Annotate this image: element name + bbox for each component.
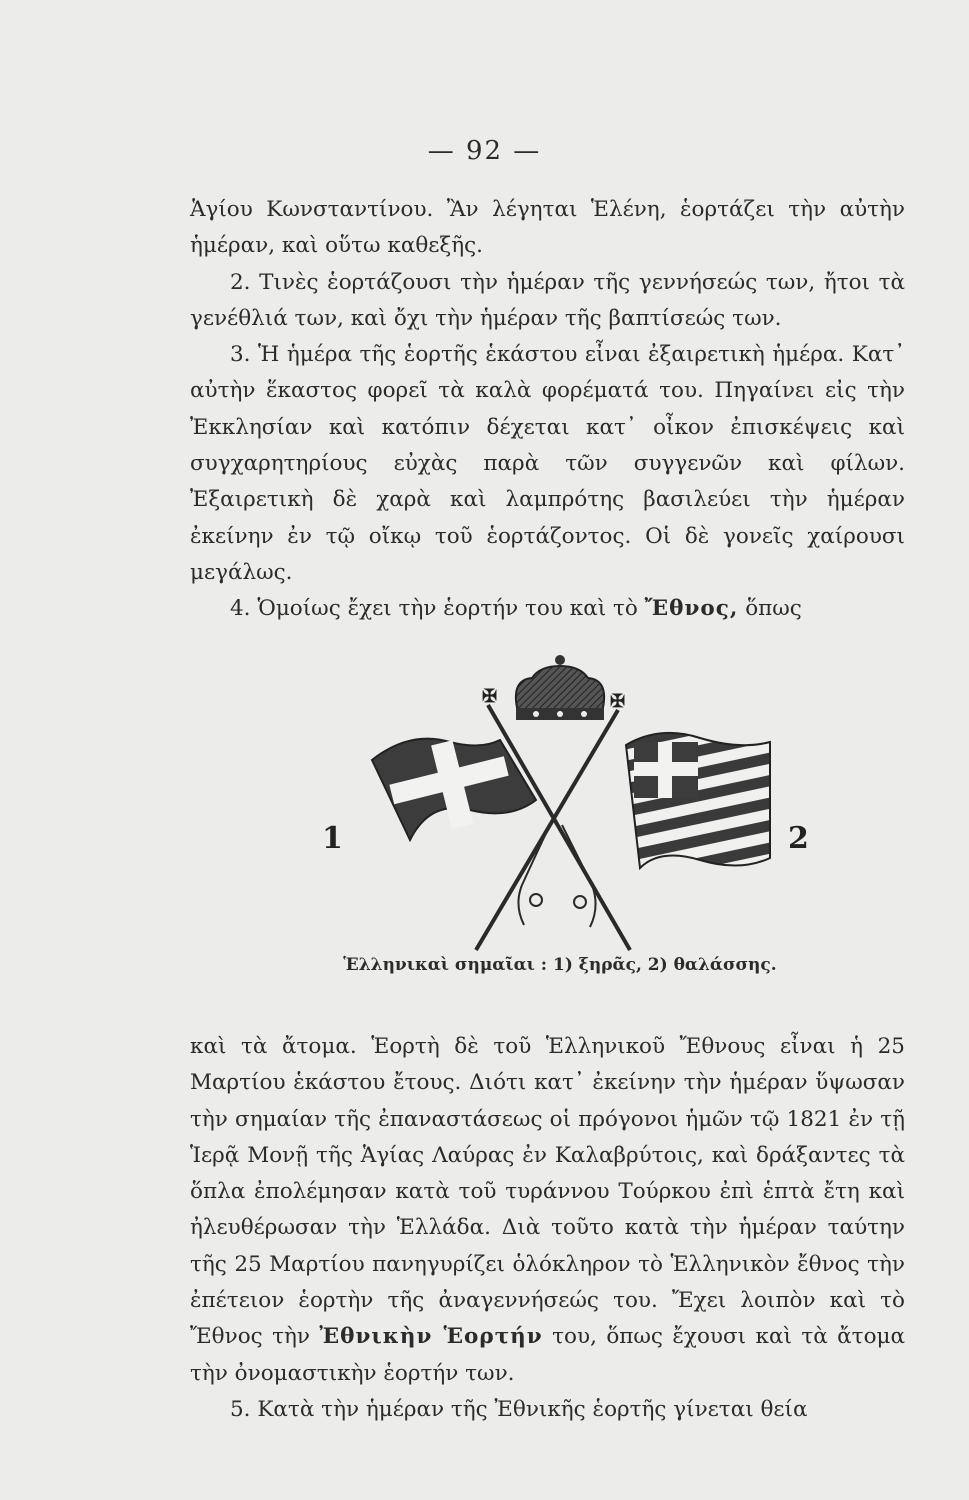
crown-icon: [516, 655, 604, 720]
bottom-text-block: [190, 1029, 905, 1428]
label-1: 1: [322, 821, 343, 856]
paragraph-4-start: 4. Ὁμοίως ἔχει τὴν ἑορτήν του καὶ τὸ: [230, 596, 638, 622]
sea-flag: [626, 733, 770, 868]
land-flag: [372, 739, 536, 840]
ethnos-bold: Ἔθνος,: [644, 596, 739, 622]
top-text-block: [190, 192, 905, 628]
paragraph-5: 5. Κατὰ τὴν ἡμέραν τῆς Ἐθνικῆς ἑορτῆς γίνεται θεία: [230, 1396, 808, 1422]
continuation-text-b: του, ὅπως ἔχουσι καὶ τὰ ἄτομα τὴν ὀνομαστικὴν ἑορτήν των.: [190, 1324, 906, 1386]
paragraph-4-rest: ὅπως: [745, 596, 802, 622]
figure-caption: Ἑλληνικαὶ σημαῖαι : 1) ξηρᾶς, 2) θαλάσσης.: [343, 955, 777, 975]
paragraph-2: 2. Τινὲς ἑορτάζουσι τὴν ἡμέραν τῆς γεννήσεώς των, ἤτοι τὰ γενέθλιά των, καὶ ὄχι τὴν ἡμέραν τῆς βαπτίσεώς των.: [190, 269, 905, 331]
paragraph-3: 3. Ἡ ἡμέρα τῆς ἑορτῆς ἑκάστου εἶναι ἐξαιρετικὴ ἡμέρα. Κατ᾽ αὐτὴν ἕκαστος φορεῖ τὰ καλὰ φορέματά του. Πηγαίνει εἰς τὴν Ἐκκλησίαν καὶ κατόπιν δέχεται κατ᾽ οἶκον ἐπισκέψεις καὶ συγχαρητηρίους εὐχὰς παρὰ τῶν συγγενῶν καὶ φίλων. Ἐξαιρετικὴ δὲ χαρὰ καὶ λαμπρότης βασιλεύει τὴν ἡμέραν ἐκείνην ἐν τῷ οἴκῳ τοῦ ἑορτάζοντος. Οἱ δὲ γονεῖς χαίρουσι μεγάλως.: [190, 342, 905, 585]
greek-flags-illustration: [300, 650, 820, 968]
page-number: — 92 —: [427, 136, 542, 166]
paragraph-4: [190, 591, 905, 627]
paragraph-1: Ἁγίου Κωνσταντίνου. Ἂν λέγηται Ἑλένη, ἑορτάζει τὴν αὐτὴν ἡμέραν, καὶ οὕτω καθεξῆς.: [190, 197, 905, 259]
paragraph-continuation: [190, 1029, 905, 1392]
national-feast-bold: Ἐθνικὴν Ἑορτήν: [319, 1324, 543, 1350]
continuation-text-a: καὶ τὰ ἄτομα. Ἑορτὴ δὲ τοῦ Ἑλληνικοῦ Ἔθνους εἶναι ἡ 25 Μαρτίου ἑκάστου ἔτους. Διότι κατ᾽ ἐκείνην τὴν ἡμέραν ὕψωσαν τὴν σημαίαν τῆς ἐπαναστάσεως οἱ πρόγονοι ἡμῶν τῷ 1821 ἐν τῇ Ἱερᾷ Μονῇ τῆς Ἁγίας Λαύρας ἐν Καλαβρύτοις, καὶ δράξαντες τὰ ὅπλα ἐπολέμησαν κατὰ τοῦ τυράννου Τούρκου ἐπὶ ἑπτὰ ἔτη καὶ ἠλευθέρωσαν τὴν Ἑλλάδα. Διὰ τοῦτο κατὰ τὴν ἡμέραν ταύτην τῆς 25 Μαρτίου πανηγυρίζει ὁλόκληρον τὸ Ἑλληνικὸν ἔθνος τὴν ἐπέτειον ἑορτὴν τῆς ἀναγεννήσεώς του. Ἔχει λοιπὸν καὶ τὸ Ἔθνος τὴν: [190, 1034, 905, 1350]
svg-text:✠: ✠: [482, 686, 498, 707]
label-2: 2: [788, 821, 809, 856]
svg-text:✠: ✠: [610, 691, 626, 712]
